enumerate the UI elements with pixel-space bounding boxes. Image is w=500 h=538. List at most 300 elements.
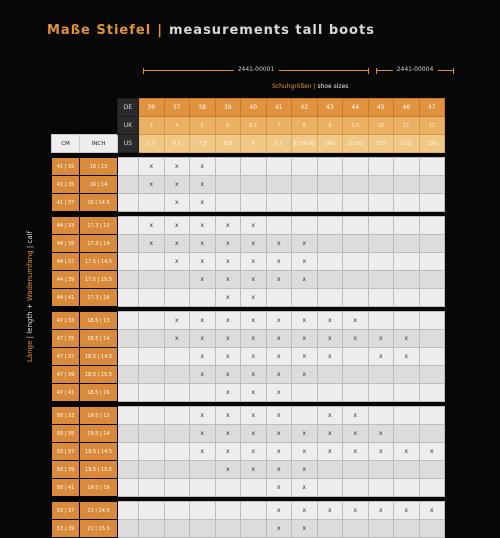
availability-mark bbox=[139, 520, 165, 538]
availability-mark bbox=[139, 502, 165, 520]
availability-mark: x bbox=[241, 217, 267, 235]
measure-cm: 50 | 33 bbox=[52, 407, 80, 425]
measure-inch: 18.5 | 14 bbox=[80, 330, 118, 348]
availability-mark bbox=[317, 366, 343, 384]
size-uk-cell: 7 bbox=[266, 117, 292, 135]
size-de-cell: 38 bbox=[190, 99, 216, 117]
size-de-cell: 46 bbox=[394, 99, 420, 117]
availability-mark: x bbox=[164, 176, 190, 194]
availability-mark: x bbox=[343, 443, 369, 461]
availability-mark bbox=[292, 384, 318, 402]
side-label-length-de: Länge bbox=[26, 340, 34, 362]
availability-mark: x bbox=[190, 176, 216, 194]
shoe-sizes-title-de: Schuhgrößen bbox=[272, 83, 312, 90]
availability-mark: x bbox=[241, 253, 267, 271]
availability-mark bbox=[368, 271, 394, 289]
availability-mark bbox=[368, 217, 394, 235]
availability-mark: x bbox=[215, 407, 241, 425]
size-table bbox=[51, 98, 445, 538]
title-separator: | bbox=[157, 23, 163, 38]
availability-mark bbox=[419, 348, 445, 366]
availability-mark: x bbox=[215, 235, 241, 253]
availability-mark bbox=[419, 312, 445, 330]
size-uk-cell: 10 bbox=[368, 117, 394, 135]
availability-mark: x bbox=[215, 425, 241, 443]
system-spacer-cell bbox=[118, 158, 139, 176]
availability-mark bbox=[215, 158, 241, 176]
size-de-cell: 41 bbox=[266, 99, 292, 117]
availability-mark bbox=[139, 461, 165, 479]
blank-cell bbox=[80, 117, 118, 135]
availability-mark bbox=[368, 366, 394, 384]
size-de-cell: 43 bbox=[317, 99, 343, 117]
availability-mark: x bbox=[266, 348, 292, 366]
availability-mark: x bbox=[215, 366, 241, 384]
system-spacer-cell bbox=[118, 312, 139, 330]
system-spacer-cell bbox=[118, 407, 139, 425]
availability-mark bbox=[164, 407, 190, 425]
availability-mark: x bbox=[292, 443, 318, 461]
size-us-cell: 9.5 bbox=[266, 135, 292, 153]
column-header-cm: CM bbox=[52, 135, 80, 153]
availability-mark bbox=[164, 443, 190, 461]
availability-mark: x bbox=[241, 384, 267, 402]
availability-mark: x bbox=[241, 443, 267, 461]
availability-mark bbox=[368, 158, 394, 176]
availability-mark bbox=[394, 194, 420, 212]
availability-mark bbox=[343, 520, 369, 538]
availability-mark bbox=[317, 158, 343, 176]
availability-mark bbox=[190, 461, 216, 479]
size-uk-cell: 11 bbox=[394, 117, 420, 135]
availability-mark bbox=[215, 176, 241, 194]
availability-mark bbox=[190, 502, 216, 520]
system-spacer-cell bbox=[118, 289, 139, 307]
measurement-row bbox=[52, 176, 445, 194]
system-spacer-cell bbox=[118, 217, 139, 235]
availability-mark: x bbox=[241, 348, 267, 366]
availability-mark bbox=[368, 461, 394, 479]
availability-mark: x bbox=[394, 502, 420, 520]
size-uk-cell: 8 bbox=[292, 117, 318, 135]
availability-mark bbox=[368, 520, 394, 538]
availability-mark: x bbox=[241, 235, 267, 253]
availability-mark: x bbox=[394, 348, 420, 366]
measure-cm: 50 | 39 bbox=[52, 461, 80, 479]
availability-mark: x bbox=[419, 502, 445, 520]
measure-inch: 18.5 | 13 bbox=[80, 312, 118, 330]
measure-cm: 44 | 35 bbox=[52, 235, 80, 253]
availability-mark: x bbox=[139, 217, 165, 235]
article-range-1 bbox=[143, 66, 369, 73]
measure-inch: 17.3 | 14 bbox=[80, 235, 118, 253]
title-en: measurements tall boots bbox=[168, 23, 375, 38]
system-label-de: DE bbox=[118, 99, 139, 117]
availability-mark: x bbox=[317, 348, 343, 366]
measurement-row bbox=[52, 330, 445, 348]
availability-mark: x bbox=[292, 425, 318, 443]
availability-mark: x bbox=[241, 330, 267, 348]
availability-mark: x bbox=[164, 312, 190, 330]
side-label-calf-de: Wadenumfang bbox=[26, 250, 34, 302]
availability-mark bbox=[317, 176, 343, 194]
availability-mark: x bbox=[266, 443, 292, 461]
size-us-cell: 12G bbox=[394, 135, 420, 153]
availability-mark bbox=[164, 384, 190, 402]
availability-mark: x bbox=[190, 330, 216, 348]
size-us-cell: 10G bbox=[317, 135, 343, 153]
measurement-row bbox=[52, 348, 445, 366]
measure-inch: 17.5 | 14.5 bbox=[80, 253, 118, 271]
availability-mark: x bbox=[292, 502, 318, 520]
availability-mark bbox=[419, 407, 445, 425]
availability-mark: x bbox=[266, 330, 292, 348]
availability-mark bbox=[343, 235, 369, 253]
availability-mark: x bbox=[368, 443, 394, 461]
availability-mark bbox=[292, 217, 318, 235]
availability-mark: x bbox=[215, 443, 241, 461]
availability-mark: x bbox=[164, 330, 190, 348]
availability-mark bbox=[164, 520, 190, 538]
availability-mark bbox=[139, 330, 165, 348]
availability-mark: x bbox=[292, 366, 318, 384]
availability-mark bbox=[394, 520, 420, 538]
availability-mark bbox=[394, 312, 420, 330]
measurement-row bbox=[52, 461, 445, 479]
shoe-sizes-title-sep: | bbox=[311, 83, 318, 90]
availability-mark bbox=[317, 194, 343, 212]
availability-mark bbox=[343, 479, 369, 497]
availability-mark bbox=[241, 479, 267, 497]
availability-mark bbox=[164, 271, 190, 289]
blank-cell bbox=[80, 99, 118, 117]
measure-cm: 41 | 35 bbox=[52, 176, 80, 194]
availability-mark: x bbox=[190, 407, 216, 425]
availability-mark bbox=[139, 271, 165, 289]
availability-mark: x bbox=[266, 271, 292, 289]
availability-mark bbox=[343, 366, 369, 384]
size-uk-cell: 9 bbox=[317, 117, 343, 135]
availability-mark bbox=[394, 479, 420, 497]
measure-inch: 17.5 | 15.5 bbox=[80, 271, 118, 289]
size-row-de bbox=[52, 99, 445, 117]
system-spacer-cell bbox=[118, 348, 139, 366]
availability-mark: x bbox=[215, 289, 241, 307]
availability-mark bbox=[139, 479, 165, 497]
size-us-cell: 6.5 bbox=[164, 135, 190, 153]
availability-mark: x bbox=[190, 158, 216, 176]
availability-mark bbox=[343, 348, 369, 366]
size-us-cell: 13G bbox=[419, 135, 445, 153]
measure-inch: 21 | 15.5 bbox=[80, 520, 118, 538]
availability-mark bbox=[139, 289, 165, 307]
measurement-row bbox=[52, 502, 445, 520]
availability-mark bbox=[394, 271, 420, 289]
availability-mark bbox=[368, 235, 394, 253]
availability-mark: x bbox=[215, 384, 241, 402]
availability-mark bbox=[343, 176, 369, 194]
availability-mark bbox=[164, 348, 190, 366]
availability-mark: x bbox=[164, 194, 190, 212]
size-us-cell: 7.5 bbox=[190, 135, 216, 153]
availability-mark: x bbox=[419, 443, 445, 461]
measure-cm: 50 | 37 bbox=[52, 443, 80, 461]
measure-inch: 19.5 | 13 bbox=[80, 407, 118, 425]
availability-mark: x bbox=[190, 194, 216, 212]
size-uk-cell: 6.5 bbox=[241, 117, 267, 135]
measure-inch: 17.3 | 16 bbox=[80, 289, 118, 307]
availability-mark bbox=[317, 461, 343, 479]
availability-mark: x bbox=[190, 217, 216, 235]
availability-mark: x bbox=[241, 312, 267, 330]
availability-mark bbox=[419, 176, 445, 194]
availability-mark: x bbox=[190, 443, 216, 461]
availability-mark: x bbox=[394, 330, 420, 348]
availability-mark: x bbox=[368, 425, 394, 443]
availability-mark: x bbox=[241, 271, 267, 289]
availability-mark bbox=[394, 425, 420, 443]
system-spacer-cell bbox=[118, 271, 139, 289]
availability-mark bbox=[190, 479, 216, 497]
availability-mark bbox=[419, 158, 445, 176]
availability-mark: x bbox=[215, 348, 241, 366]
availability-mark: x bbox=[215, 330, 241, 348]
availability-mark bbox=[343, 253, 369, 271]
measure-inch: 16 | 14.5 bbox=[80, 194, 118, 212]
system-spacer-cell bbox=[118, 461, 139, 479]
availability-mark bbox=[343, 461, 369, 479]
measure-cm: 47 | 39 bbox=[52, 366, 80, 384]
measure-inch: 19.5 | 16 bbox=[80, 479, 118, 497]
availability-mark bbox=[368, 407, 394, 425]
availability-mark: x bbox=[241, 425, 267, 443]
availability-mark: x bbox=[164, 235, 190, 253]
measure-cm: 50 | 41 bbox=[52, 479, 80, 497]
availability-mark: x bbox=[164, 217, 190, 235]
availability-mark: x bbox=[292, 479, 318, 497]
size-de-cell: 44 bbox=[343, 99, 369, 117]
availability-mark bbox=[190, 384, 216, 402]
measurement-row bbox=[52, 235, 445, 253]
availability-mark: x bbox=[215, 461, 241, 479]
availability-mark bbox=[368, 384, 394, 402]
side-label-sep1: | bbox=[26, 333, 34, 341]
availability-mark: x bbox=[292, 348, 318, 366]
measure-cm: 44 | 39 bbox=[52, 271, 80, 289]
availability-mark bbox=[394, 235, 420, 253]
availability-mark bbox=[394, 253, 420, 271]
availability-mark: x bbox=[343, 425, 369, 443]
availability-mark bbox=[139, 194, 165, 212]
availability-mark: x bbox=[190, 348, 216, 366]
measure-cm: 53 | 37 bbox=[52, 502, 80, 520]
availability-mark bbox=[139, 407, 165, 425]
availability-mark: x bbox=[215, 312, 241, 330]
measurement-row bbox=[52, 217, 445, 235]
side-label-calf-en: calf bbox=[26, 230, 34, 244]
system-spacer-cell bbox=[118, 176, 139, 194]
availability-mark: x bbox=[190, 235, 216, 253]
availability-mark: x bbox=[292, 330, 318, 348]
measurement-row bbox=[52, 384, 445, 402]
size-de-cell: 39 bbox=[215, 99, 241, 117]
availability-mark bbox=[164, 289, 190, 307]
availability-mark: x bbox=[292, 235, 318, 253]
availability-mark bbox=[343, 289, 369, 307]
availability-mark bbox=[394, 384, 420, 402]
availability-mark bbox=[215, 520, 241, 538]
availability-mark: x bbox=[292, 461, 318, 479]
availability-mark bbox=[368, 312, 394, 330]
measurement-row bbox=[52, 271, 445, 289]
size-uk-cell: 12 bbox=[419, 117, 445, 135]
measurement-row bbox=[52, 425, 445, 443]
system-spacer-cell bbox=[118, 253, 139, 271]
availability-mark bbox=[164, 502, 190, 520]
availability-mark: x bbox=[292, 253, 318, 271]
availability-mark: x bbox=[343, 330, 369, 348]
blank-cell bbox=[52, 117, 80, 135]
side-label-plus: + bbox=[26, 301, 34, 312]
measurement-row bbox=[52, 407, 445, 425]
size-us-cell: 5.5 bbox=[139, 135, 165, 153]
availability-mark bbox=[266, 176, 292, 194]
availability-mark: x bbox=[317, 443, 343, 461]
system-label-uk: UK bbox=[118, 117, 139, 135]
size-de-cell: 37 bbox=[164, 99, 190, 117]
system-spacer-cell bbox=[118, 366, 139, 384]
size-us-cell: 8.5/9.5G bbox=[292, 135, 318, 153]
availability-mark bbox=[139, 443, 165, 461]
side-label bbox=[26, 231, 34, 362]
availability-mark bbox=[190, 520, 216, 538]
availability-mark bbox=[419, 425, 445, 443]
availability-mark: x bbox=[164, 253, 190, 271]
availability-mark bbox=[241, 176, 267, 194]
availability-mark: x bbox=[241, 366, 267, 384]
measure-inch: 19.5 | 14.5 bbox=[80, 443, 118, 461]
measure-inch: 21 | 14.5 bbox=[80, 502, 118, 520]
measure-inch: 16 | 14 bbox=[80, 176, 118, 194]
availability-mark bbox=[394, 217, 420, 235]
measure-cm: 41 | 35 bbox=[52, 158, 80, 176]
availability-mark bbox=[190, 289, 216, 307]
availability-mark bbox=[419, 520, 445, 538]
availability-mark: x bbox=[317, 312, 343, 330]
size-uk-cell: 9.5 bbox=[343, 117, 369, 135]
measure-inch: 19.5 | 14 bbox=[80, 425, 118, 443]
system-spacer-cell bbox=[118, 502, 139, 520]
system-spacer-cell bbox=[118, 384, 139, 402]
availability-mark bbox=[266, 194, 292, 212]
availability-mark bbox=[292, 407, 318, 425]
article-range-2-label: 2441-00004 bbox=[393, 66, 438, 73]
side-label-sep2: | bbox=[26, 243, 34, 251]
measure-inch: 19.5 | 15.5 bbox=[80, 461, 118, 479]
availability-mark bbox=[394, 176, 420, 194]
measure-inch: 16 | 13 bbox=[80, 158, 118, 176]
availability-mark: x bbox=[368, 330, 394, 348]
measure-cm: 47 | 41 bbox=[52, 384, 80, 402]
availability-mark: x bbox=[215, 271, 241, 289]
availability-mark: x bbox=[266, 479, 292, 497]
availability-mark bbox=[368, 289, 394, 307]
availability-mark bbox=[368, 253, 394, 271]
system-spacer-cell bbox=[118, 479, 139, 497]
availability-mark bbox=[419, 461, 445, 479]
availability-mark: x bbox=[266, 502, 292, 520]
size-de-cell: 47 bbox=[419, 99, 445, 117]
system-spacer-cell bbox=[118, 443, 139, 461]
availability-mark: x bbox=[241, 407, 267, 425]
availability-mark bbox=[139, 312, 165, 330]
page-title bbox=[47, 23, 375, 38]
availability-mark bbox=[241, 194, 267, 212]
availability-mark: x bbox=[292, 312, 318, 330]
availability-mark: x bbox=[190, 271, 216, 289]
availability-mark: x bbox=[215, 253, 241, 271]
availability-mark bbox=[419, 479, 445, 497]
availability-mark bbox=[343, 194, 369, 212]
availability-mark bbox=[394, 158, 420, 176]
availability-mark: x bbox=[241, 289, 267, 307]
availability-mark: x bbox=[241, 461, 267, 479]
measure-cm: 47 | 35 bbox=[52, 330, 80, 348]
availability-mark bbox=[419, 384, 445, 402]
availability-mark bbox=[317, 235, 343, 253]
size-de-cell: 36 bbox=[139, 99, 165, 117]
availability-mark bbox=[343, 271, 369, 289]
measure-cm: 53 | 39 bbox=[52, 520, 80, 538]
measurement-row bbox=[52, 253, 445, 271]
system-spacer-cell bbox=[118, 425, 139, 443]
size-uk-cell: 4 bbox=[164, 117, 190, 135]
column-header-inch: INCH bbox=[80, 135, 118, 153]
availability-mark: x bbox=[266, 461, 292, 479]
measure-cm: 41 | 37 bbox=[52, 194, 80, 212]
availability-mark bbox=[139, 253, 165, 271]
availability-mark bbox=[394, 289, 420, 307]
availability-mark: x bbox=[343, 502, 369, 520]
availability-mark bbox=[139, 425, 165, 443]
availability-mark: x bbox=[266, 407, 292, 425]
availability-mark: x bbox=[266, 235, 292, 253]
measure-inch: 18.5 | 14.5 bbox=[80, 348, 118, 366]
measurement-row bbox=[52, 289, 445, 307]
availability-mark: x bbox=[139, 158, 165, 176]
availability-mark bbox=[215, 479, 241, 497]
availability-mark: x bbox=[368, 348, 394, 366]
availability-mark: x bbox=[317, 330, 343, 348]
availability-mark: x bbox=[139, 235, 165, 253]
availability-mark bbox=[164, 425, 190, 443]
size-us-cell: 11G bbox=[368, 135, 394, 153]
availability-mark bbox=[394, 461, 420, 479]
measurement-row bbox=[52, 479, 445, 497]
availability-mark bbox=[419, 235, 445, 253]
availability-mark bbox=[292, 158, 318, 176]
availability-mark bbox=[164, 366, 190, 384]
availability-mark bbox=[368, 194, 394, 212]
measurement-row bbox=[52, 366, 445, 384]
availability-mark bbox=[343, 158, 369, 176]
blank-cell bbox=[52, 99, 80, 117]
availability-mark bbox=[317, 289, 343, 307]
availability-mark bbox=[292, 176, 318, 194]
availability-mark bbox=[419, 217, 445, 235]
size-us-cell: 8.5 bbox=[215, 135, 241, 153]
availability-mark bbox=[394, 407, 420, 425]
